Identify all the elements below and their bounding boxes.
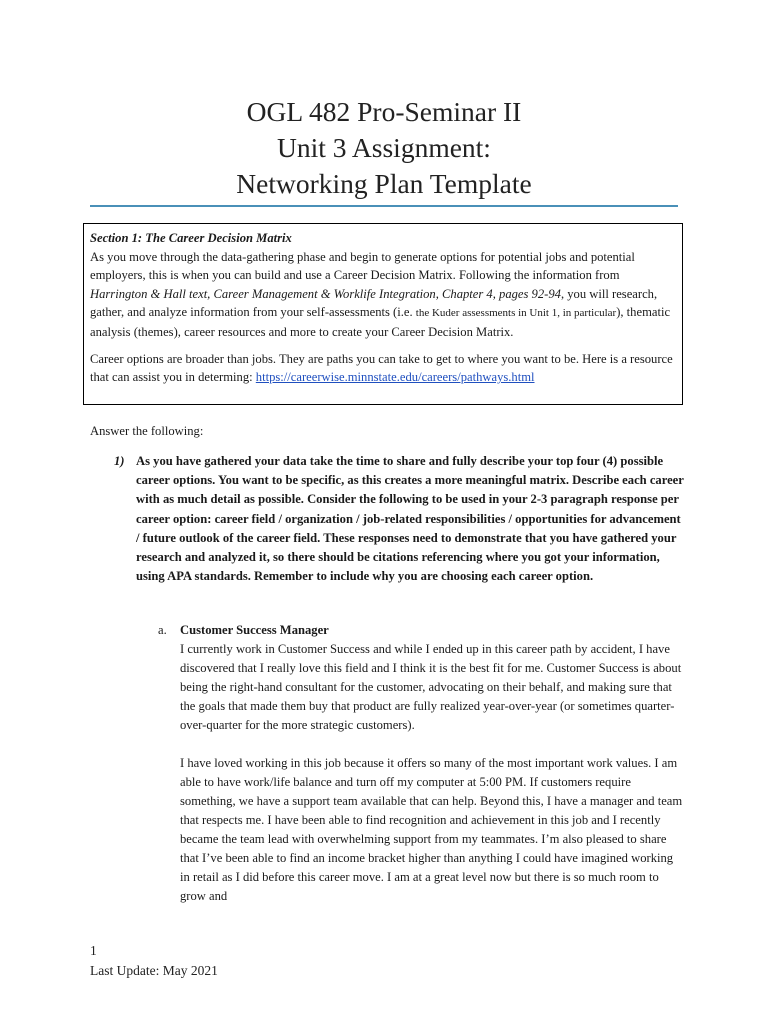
- last-update: Last Update: May 2021: [90, 963, 218, 978]
- career-option-title: Customer Success Manager: [180, 623, 329, 637]
- page-footer: [90, 941, 218, 981]
- question-1: [114, 452, 684, 586]
- title-divider: [90, 205, 678, 207]
- page-number: 1: [90, 943, 97, 958]
- list-marker: a.: [158, 623, 167, 637]
- question-text: As you have gathered your data take the time to share and fully describe your top four (4) possible career options. You want to be specific, as this creates a more meaningful matrix. Describe each career with as much detail as possible. Consider the following to be used in your 2-3 paragraph response per career option: career field / organization / job-related responsibilities / opportunities for advancement / future outlook of the career field. These responses need to demonstrate that you have gathered your research and analyzed it, so there should be citations referencing where you got your information, using APA standards. Remember to include why you are choosing each career option.: [136, 454, 684, 584]
- question-number: 1): [114, 454, 125, 468]
- title-line-template: Networking Plan Template: [236, 168, 532, 199]
- section-1-text-reference: Harrington & Hall text, Career Management & Worklife Integration, Chapter 4, pages 92-94: [90, 286, 561, 301]
- pathways-link[interactable]: https://careerwise.minnstate.edu/careers/pathways.html: [255, 370, 535, 385]
- title-line-unit: Unit 3 Assignment:: [277, 132, 491, 163]
- section-1-title: Section 1: The Career Decision Matrix: [90, 231, 292, 245]
- section-1-box: [83, 223, 683, 405]
- section-1-text-b: , you will research, gather, and analyze information from your self-assessments (i.e.: [90, 286, 658, 320]
- section-1-resource-text: Career options are broader than jobs. They are paths you can take to get to where you want to be. Here is a resource that can assist you in determing:: [90, 351, 673, 385]
- answer-a: [158, 621, 684, 906]
- section-1-text-small: the Kuder assessments in Unit 1, in particular: [415, 307, 617, 320]
- answer-paragraph-1: I currently work in Customer Success and while I ended up in this career path by accident, I have discovered that I really love this field and I think it is the best fit for me. Customer Success is about being the right-hand consultant for the customer, advocating on their behalf, and making sure that the goals that made them buy that product are fully realized year-over-year (or sometimes quarter-over-quarter for the more strategic customers).: [180, 642, 682, 732]
- section-1-text-c: ), thematic analysis (themes), career resources and more to create your Career Decision Matrix.: [90, 305, 671, 339]
- document-title: [90, 94, 678, 202]
- section-1-text-a: As you move through the data-gathering phase and begin to generate options for potential jobs and potential employers, this is when you can build and use a Career Decision Matrix. Following the information from: [90, 249, 635, 283]
- answer-paragraph-2: I have loved working in this job because it offers so many of the most important work values. I am able to have work/life balance and turn off my computer at 5:00 PM. If customers require something, we have a support team available that can help. Beyond this, I have a manager and team that respects me. I have been able to find recognition and achievement in this job and I recently became the team lead with overwhelming support from my teammates. I’m also pleased to share that I’ve been able to find an income bracket higher than anything I could have imagined working in retail as I did before this career move. I am at a great level now but there is so much room to grow and: [180, 756, 683, 903]
- answer-instructions: Answer the following:: [90, 424, 204, 438]
- title-line-course: OGL 482 Pro-Seminar II: [246, 96, 522, 127]
